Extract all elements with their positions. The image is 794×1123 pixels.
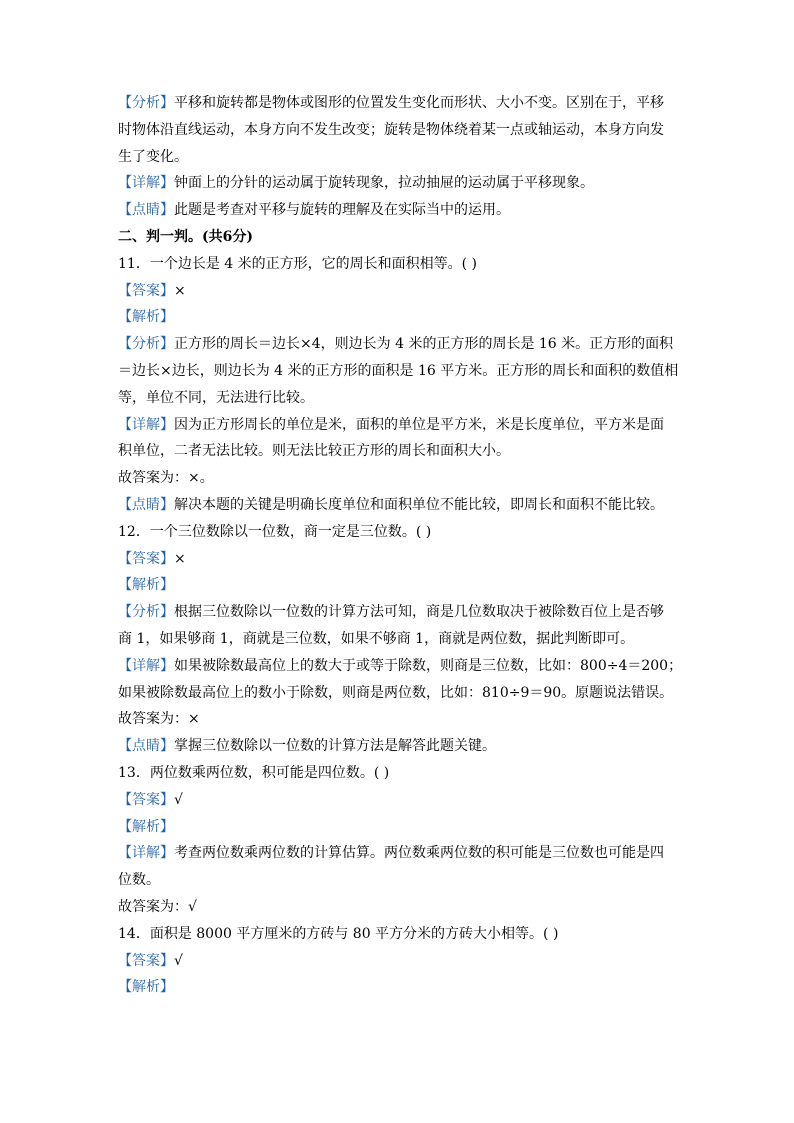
line-text: 解决本题的关键是明确长度单位和面积单位不能比较，即周长和面积不能比较。 — [174, 496, 664, 513]
line-text: √ — [174, 791, 183, 808]
label-tag: 【答案】 — [118, 952, 174, 969]
label-tag: 【解析】 — [118, 309, 174, 326]
text-line — [118, 733, 674, 760]
line-text: × — [174, 550, 186, 567]
text-line — [118, 251, 674, 278]
text-line — [118, 385, 674, 412]
text-line — [118, 331, 674, 358]
text-line — [118, 948, 674, 975]
text-line — [118, 599, 674, 626]
label-tag: 【分析】 — [118, 604, 174, 621]
text-line — [118, 626, 674, 653]
label-tag: 【答案】 — [118, 282, 174, 299]
line-text: 二、判一判。(共6分) — [118, 228, 253, 245]
text-line — [118, 90, 674, 117]
line-text: 位数。 — [118, 872, 160, 889]
line-text: 此题是考查对平移与旋转的理解及在实际当中的运用。 — [174, 202, 510, 219]
text-line — [118, 894, 674, 921]
line-text: 商 1，如果够商 1，商就是三位数，如果不够商 1，商就是两位数，据此判断即可。 — [118, 630, 635, 647]
line-text: 钟面上的分针的运动属于旋转现象，拉动抽屉的运动属于平移现象。 — [174, 175, 594, 192]
label-tag: 【点睛】 — [118, 738, 174, 755]
section-heading — [118, 224, 674, 251]
text-line — [118, 840, 674, 867]
line-text: 等，单位不同，无法进行比较。 — [118, 389, 314, 406]
line-text: 考查两位数乘两位数的计算估算。两位数乘两位数的积可能是三位数也可能是四 — [174, 845, 664, 862]
text-line — [118, 787, 674, 814]
text-line — [118, 170, 674, 197]
line-text: 故答案为：×。 — [118, 470, 214, 487]
text-line — [118, 760, 674, 787]
line-text: 13．两位数乘两位数，积可能是四位数。( ) — [118, 764, 390, 781]
text-line — [118, 680, 674, 707]
text-line — [118, 438, 674, 465]
text-line — [118, 117, 674, 144]
text-line — [118, 974, 674, 1001]
label-tag: 【解析】 — [118, 979, 174, 996]
line-text: 故答案为：× — [118, 711, 200, 728]
text-line — [118, 706, 674, 733]
label-tag: 【解析】 — [118, 577, 174, 594]
text-line — [118, 519, 674, 546]
label-tag: 【详解】 — [118, 175, 174, 192]
text-line — [118, 197, 674, 224]
label-tag: 【点睛】 — [118, 496, 174, 513]
label-tag: 【答案】 — [118, 550, 174, 567]
line-text: 时物体沿直线运动，本身方向不发生改变；旋转是物体绕着某一点或轴运动，本身方向发 — [118, 121, 664, 138]
line-text: 正方形的周长＝边长×4，则边长为 4 米的正方形的周长是 16 米。正方形的面积 — [174, 336, 674, 353]
label-tag: 【解析】 — [118, 818, 174, 835]
text-line — [118, 653, 683, 680]
label-tag: 【详解】 — [118, 416, 174, 433]
text-line — [118, 144, 674, 171]
text-line — [118, 814, 674, 841]
line-text: 生了变化。 — [118, 148, 188, 165]
line-text: 14．面积是 8000 平方厘米的方砖与 80 平方分米的方砖大小相等。( ) — [118, 925, 559, 942]
line-text: 平移和旋转都是物体或图形的位置发生变化而形状、大小不变。区别在于，平移 — [174, 95, 664, 111]
text-line — [118, 465, 674, 492]
text-line — [118, 867, 674, 894]
line-text: 故答案为：√ — [118, 898, 197, 915]
text-line — [118, 412, 674, 439]
line-text: ＝边长×边长，则边长为 4 米的正方形的面积是 16 平方米。正方形的周长和面积的数值相 — [118, 362, 679, 379]
text-line — [118, 546, 674, 573]
line-text: 如果被除数最高位上的数大于或等于除数，则商是三位数，比如：800÷4＝200； — [174, 657, 683, 674]
line-text: 12．一个三位数除以一位数，商一定是三位数。( ) — [118, 523, 432, 540]
line-text: 掌握三位数除以一位数的计算方法是解答此题关键。 — [174, 738, 496, 755]
text-line — [118, 921, 674, 948]
line-text: 如果被除数最高位上的数小于除数，则商是两位数，比如：810÷9＝90。原题说法错误。 — [118, 684, 674, 701]
text-line — [118, 278, 674, 305]
line-text: × — [174, 282, 186, 299]
label-tag: 【答案】 — [118, 791, 174, 808]
text-line — [118, 304, 674, 331]
label-tag: 【详解】 — [118, 657, 174, 674]
text-line — [118, 572, 674, 599]
line-text: 根据三位数除以一位数的计算方法可知，商是几位数取决于被除数百位上是否够 — [174, 604, 664, 621]
line-text: 积单位，二者无法比较。则无法比较正方形的周长和面积大小。 — [118, 443, 510, 460]
label-tag: 【分析】 — [118, 336, 174, 353]
label-tag: 【详解】 — [118, 845, 174, 862]
label-tag: 【分析】 — [118, 95, 174, 111]
text-line — [118, 358, 679, 385]
line-text: 11．一个边长是 4 米的正方形，它的周长和面积相等。( ) — [118, 255, 477, 272]
text-line — [118, 492, 674, 519]
line-text: 因为正方形周长的单位是米，面积的单位是平方米，米是长度单位，平方米是面 — [174, 416, 664, 433]
label-tag: 【点睛】 — [118, 202, 174, 219]
line-text: √ — [174, 952, 183, 969]
